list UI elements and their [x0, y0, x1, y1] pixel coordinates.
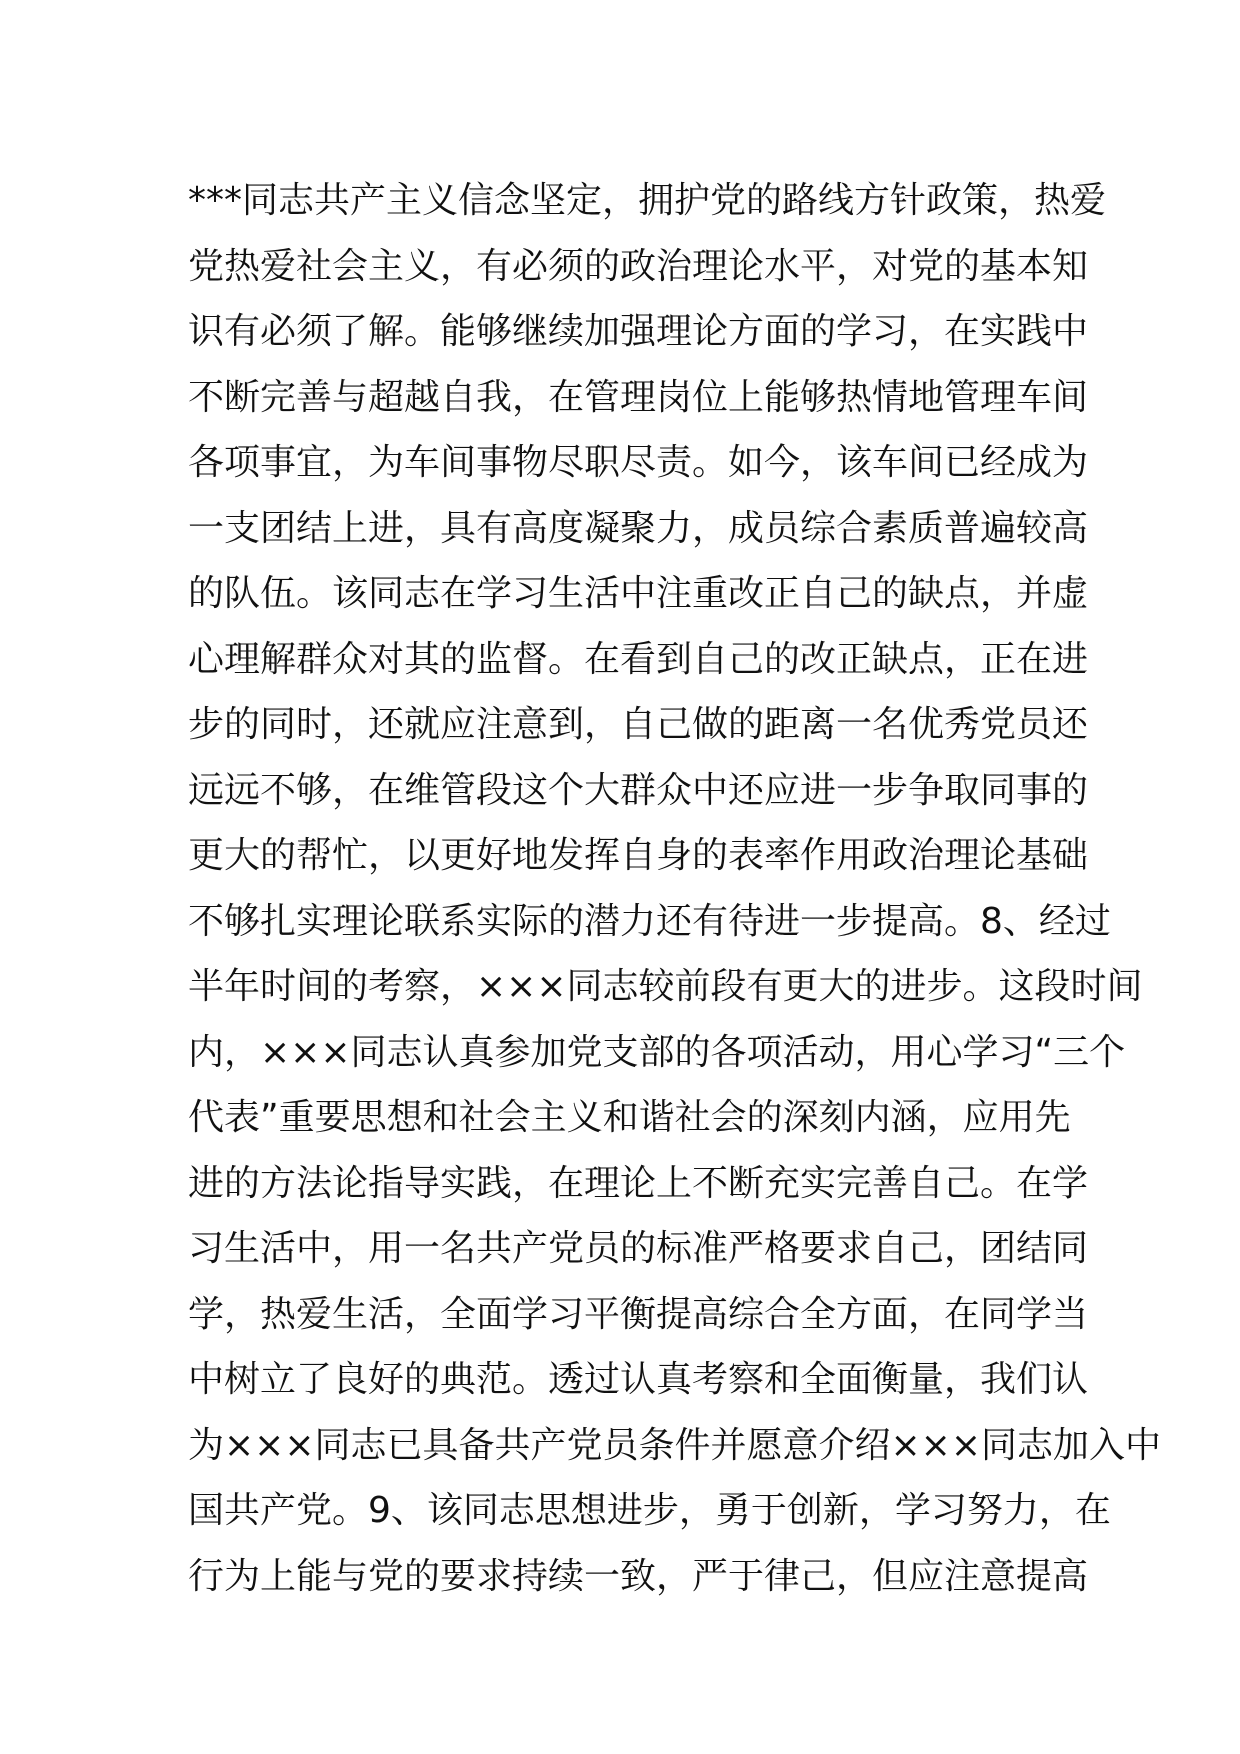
text-line: ***同志共产主义信念坚定，拥护党的路线方针政策，热爱 [188, 180, 1107, 221]
text-line: 的队伍。该同志在学习生活中注重改正自己的缺点，并虚 [188, 573, 1089, 614]
text-line: 学，热爱生活，全面学习平衡提高综合全方面，在同学当 [188, 1293, 1089, 1335]
text-line: 半年时间的考察，×××同志较前段有更大的进步。这段时间 [188, 966, 1143, 1007]
text-line: 习生活中，用一名共产党员的标准严格要求自己，团结同 [188, 1228, 1089, 1269]
text-line: 内，×××同志认真参加党支部的各项活动，用心学习“三个 [188, 1031, 1126, 1073]
text-line: 一支团结上进，具有高度凝聚力，成员综合素质普遍较高 [188, 507, 1089, 549]
text-line: 识有必须了解。能够继续加强理论方面的学习，在实践中 [188, 311, 1089, 352]
text-line: 更大的帮忙，以更好地发挥自身的表率作用政治理论基础 [188, 835, 1089, 876]
text-line: 步的同时，还就应注意到，自己做的距离一名优秀党员还 [188, 704, 1089, 745]
text-line: 心理解群众对其的监督。在看到自己的改正缺点，正在进 [188, 638, 1089, 680]
text-line: 国共产党。9、该同志思想进步，勇于创新，学习努力，在 [188, 1490, 1111, 1531]
text-line: 进的方法论指导实践，在理论上不断充实完善自己。在学 [188, 1162, 1089, 1204]
text-line: 远远不够，在维管段这个大群众中还应进一步争取同事的 [188, 769, 1089, 811]
text-line: 不断完善与超越自我，在管理岗位上能够热情地管理车间 [188, 376, 1089, 418]
text-line: 为×××同志已具备共产党员条件并愿意介绍×××同志加入中 [188, 1424, 1161, 1466]
text-line: 不够扎实理论联系实际的潜力还有待进一步提高。8、经过 [188, 900, 1111, 942]
text-line: 代表”重要思想和社会主义和谐社会的深刻内涵，应用先 [188, 1097, 1071, 1138]
body-text [188, 168, 1161, 1609]
text-line: 行为上能与党的要求持续一致，严于律己，但应注意提高 [188, 1555, 1089, 1597]
text-line: 中树立了良好的典范。透过认真考察和全面衡量，我们认 [188, 1359, 1089, 1400]
text-line: 各项事宜，为车间事物尽职尽责。如今，该车间已经成为 [188, 442, 1089, 483]
text-line: 党热爱社会主义，有必须的政治理论水平，对党的基本知 [188, 245, 1089, 287]
